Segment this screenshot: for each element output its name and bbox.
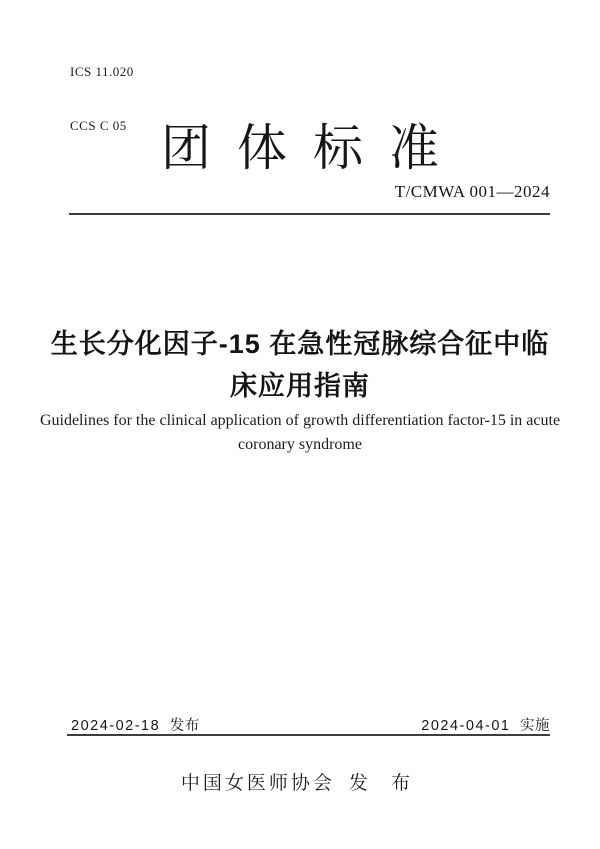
publisher-name: 中国女医师协会 [180,773,335,794]
ccs-code: CCS C 05 [70,118,127,133]
document-title-zh-line1: 生长分化因子-15 在急性冠脉综合征中临 [50,329,550,359]
standard-number: T/CMWA 001—2024 [394,182,550,201]
document-title-en-line1: Guidelines for the clinical application of growth differentiation factor-15 in acute [39,412,561,429]
implement-date-item [421,714,550,735]
publish-label: 发 布 [348,773,420,794]
release-label: 发布 [169,718,200,734]
document-title-en-line2: coronary syndrome [238,436,362,453]
publisher-row [0,768,600,795]
document-title-en [30,409,570,457]
header-divider-line [69,213,550,215]
standard-type-title: 团体标准 [161,120,465,176]
implement-label: 实施 [520,718,550,734]
release-date-item [71,714,200,735]
document-title-zh [0,323,600,407]
date-row [71,714,550,735]
ics-code: ICS 11.020 [70,64,134,79]
implement-date: 2024-04-01 [421,718,511,734]
document-title-zh-line2: 床应用指南 [230,371,370,401]
release-date: 2024-02-18 [71,718,161,734]
footer-divider-line [67,734,550,736]
